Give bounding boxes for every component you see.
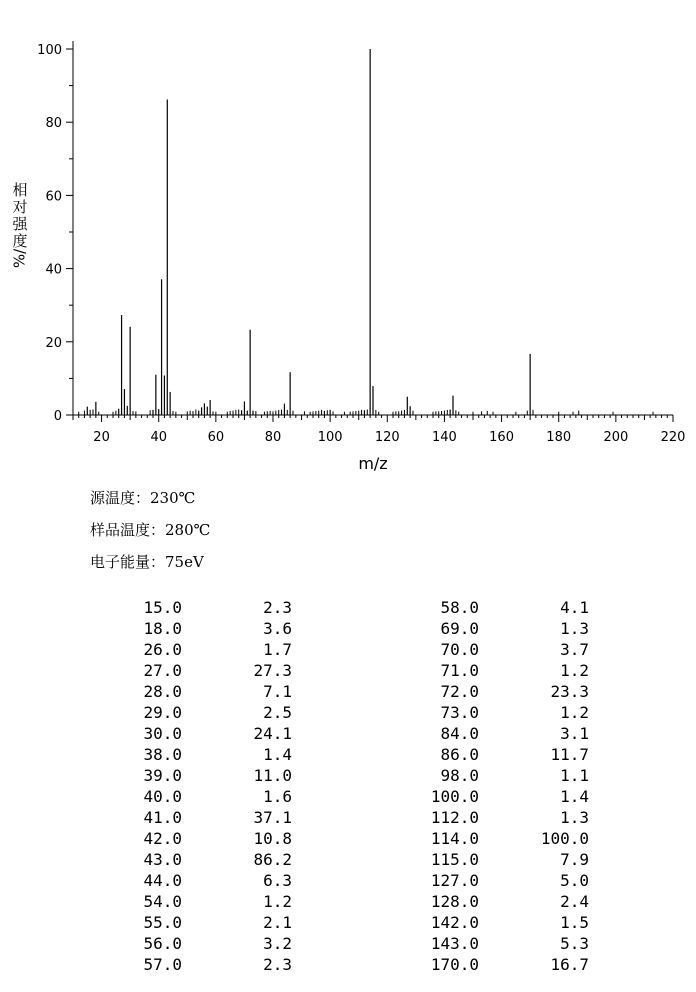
- y-tick-label: 80: [45, 116, 62, 132]
- table-row: [0, 787, 696, 808]
- intensity-cell: 27.3: [253, 661, 292, 680]
- mz-cell: 98.0: [440, 766, 479, 785]
- sample-temperature: 样品温度：280℃: [90, 521, 211, 539]
- mz-cell: 100.0: [430, 787, 479, 806]
- intensity-cell: 16.7: [550, 955, 589, 974]
- intensity-cell: 100.0: [540, 829, 589, 848]
- intensity-cell: 1.3: [560, 808, 589, 827]
- table-row: [0, 934, 696, 955]
- x-tick-label: 160: [489, 430, 514, 445]
- x-axis-label: m/z: [358, 454, 388, 473]
- mz-cell: 26.0: [143, 640, 182, 659]
- mz-cell: 84.0: [440, 724, 479, 743]
- electron-energy: 电子能量：75eV: [90, 553, 204, 571]
- table-row: [0, 724, 696, 745]
- y-axis-label: [6, 182, 34, 267]
- mz-cell: 57.0: [143, 955, 182, 974]
- table-row: [0, 682, 696, 703]
- intensity-cell: 10.8: [253, 829, 292, 848]
- intensity-cell: 1.2: [560, 661, 589, 680]
- mz-cell: 28.0: [143, 682, 182, 701]
- intensity-cell: 2.1: [263, 913, 292, 932]
- x-tick-label: 120: [374, 430, 400, 445]
- table-row: [0, 850, 696, 871]
- intensity-cell: 4.1: [560, 598, 589, 617]
- mz-cell: 58.0: [440, 598, 479, 617]
- table-row: [0, 871, 696, 892]
- x-tick-label: 140: [432, 430, 457, 445]
- y-tick-label: 40: [45, 262, 62, 278]
- y-axis-label-char: 强: [12, 215, 28, 233]
- table-row: [0, 619, 696, 640]
- mass-spectrum-chart: [0, 0, 696, 480]
- mz-cell: 29.0: [143, 703, 182, 722]
- mz-cell: 54.0: [143, 892, 182, 911]
- intensity-cell: 1.7: [263, 640, 292, 659]
- intensity-cell: 1.4: [560, 787, 589, 806]
- table-row: [0, 703, 696, 724]
- mz-cell: 18.0: [143, 619, 182, 638]
- source-temperature: 源温度：230℃: [90, 489, 196, 507]
- table-row: [0, 892, 696, 913]
- intensity-cell: 3.1: [560, 724, 589, 743]
- mz-cell: 128.0: [430, 892, 479, 911]
- intensity-cell: 6.3: [263, 871, 292, 890]
- mz-cell: 40.0: [143, 787, 182, 806]
- table-row: [0, 955, 696, 976]
- y-axis-label-char: 度: [12, 232, 28, 250]
- y-tick-label: 100: [37, 43, 62, 58]
- mz-cell: 70.0: [440, 640, 479, 659]
- intensity-cell: 24.1: [253, 724, 292, 743]
- mz-cell: 114.0: [430, 829, 479, 848]
- x-tick-label: 60: [207, 430, 225, 445]
- intensity-cell: 7.1: [263, 682, 292, 701]
- mz-cell: 112.0: [430, 808, 479, 827]
- tick-labels: [37, 43, 685, 445]
- intensity-cell: 11.7: [550, 745, 589, 764]
- chart-axes: [66, 41, 673, 422]
- mz-cell: 170.0: [430, 955, 479, 974]
- intensity-cell: 37.1: [253, 808, 292, 827]
- table-row: [0, 913, 696, 934]
- y-tick-label: 20: [45, 335, 62, 351]
- x-tick-label: 200: [603, 430, 629, 445]
- mz-cell: 39.0: [143, 766, 182, 785]
- mz-cell: 56.0: [143, 934, 182, 953]
- y-tick-label: 60: [45, 189, 62, 205]
- table-row: [0, 766, 696, 787]
- x-tick-label: 220: [660, 430, 686, 445]
- y-axis-label-unit: %/: [10, 248, 29, 269]
- intensity-cell: 3.6: [263, 619, 292, 638]
- mz-cell: 44.0: [143, 871, 182, 890]
- mz-cell: 71.0: [440, 661, 479, 680]
- table-row: [0, 598, 696, 619]
- mz-cell: 55.0: [143, 913, 182, 932]
- intensity-cell: 1.1: [560, 766, 589, 785]
- table-row: [0, 661, 696, 682]
- mz-cell: 38.0: [143, 745, 182, 764]
- mz-cell: 73.0: [440, 703, 479, 722]
- y-axis-label-char: 相: [12, 181, 28, 199]
- table-row: [0, 808, 696, 829]
- spectrum-peaks: [79, 49, 653, 415]
- intensity-cell: 2.3: [263, 955, 292, 974]
- x-tick-label: 40: [150, 430, 167, 445]
- mz-cell: 30.0: [143, 724, 182, 743]
- mz-cell: 43.0: [143, 850, 182, 869]
- intensity-cell: 11.0: [253, 766, 292, 785]
- intensity-cell: 1.3: [560, 619, 589, 638]
- mz-cell: 72.0: [440, 682, 479, 701]
- intensity-cell: 7.9: [560, 850, 589, 869]
- mz-cell: 69.0: [440, 619, 479, 638]
- mz-cell: 15.0: [143, 598, 182, 617]
- intensity-cell: 1.2: [263, 892, 292, 911]
- intensity-cell: 2.3: [263, 598, 292, 617]
- intensity-cell: 5.0: [560, 871, 589, 890]
- intensity-cell: 3.7: [560, 640, 589, 659]
- x-tick-label: 180: [546, 430, 572, 445]
- y-tick-label: 0: [53, 409, 62, 424]
- mz-cell: 127.0: [430, 871, 479, 890]
- mz-cell: 41.0: [143, 808, 182, 827]
- intensity-cell: 1.2: [560, 703, 589, 722]
- mz-cell: 115.0: [430, 850, 479, 869]
- x-tick-label: 100: [317, 430, 343, 445]
- intensity-cell: 1.5: [560, 913, 589, 932]
- mz-cell: 143.0: [430, 934, 479, 953]
- intensity-cell: 1.6: [263, 787, 292, 806]
- mz-cell: 86.0: [440, 745, 479, 764]
- x-tick-label: 80: [264, 430, 282, 445]
- intensity-cell: 3.2: [263, 934, 292, 953]
- table-row: [0, 829, 696, 850]
- intensity-cell: 2.5: [263, 703, 292, 722]
- intensity-cell: 2.4: [560, 892, 589, 911]
- table-row: [0, 745, 696, 766]
- table-row: [0, 640, 696, 661]
- x-tick-label: 20: [93, 430, 110, 445]
- mz-cell: 27.0: [143, 661, 182, 680]
- intensity-cell: 5.3: [560, 934, 589, 953]
- intensity-cell: 1.4: [263, 745, 292, 764]
- mz-cell: 42.0: [143, 829, 182, 848]
- intensity-cell: 23.3: [550, 682, 589, 701]
- mz-cell: 142.0: [430, 913, 479, 932]
- intensity-cell: 86.2: [253, 850, 292, 869]
- y-axis-label-char: 对: [12, 198, 28, 216]
